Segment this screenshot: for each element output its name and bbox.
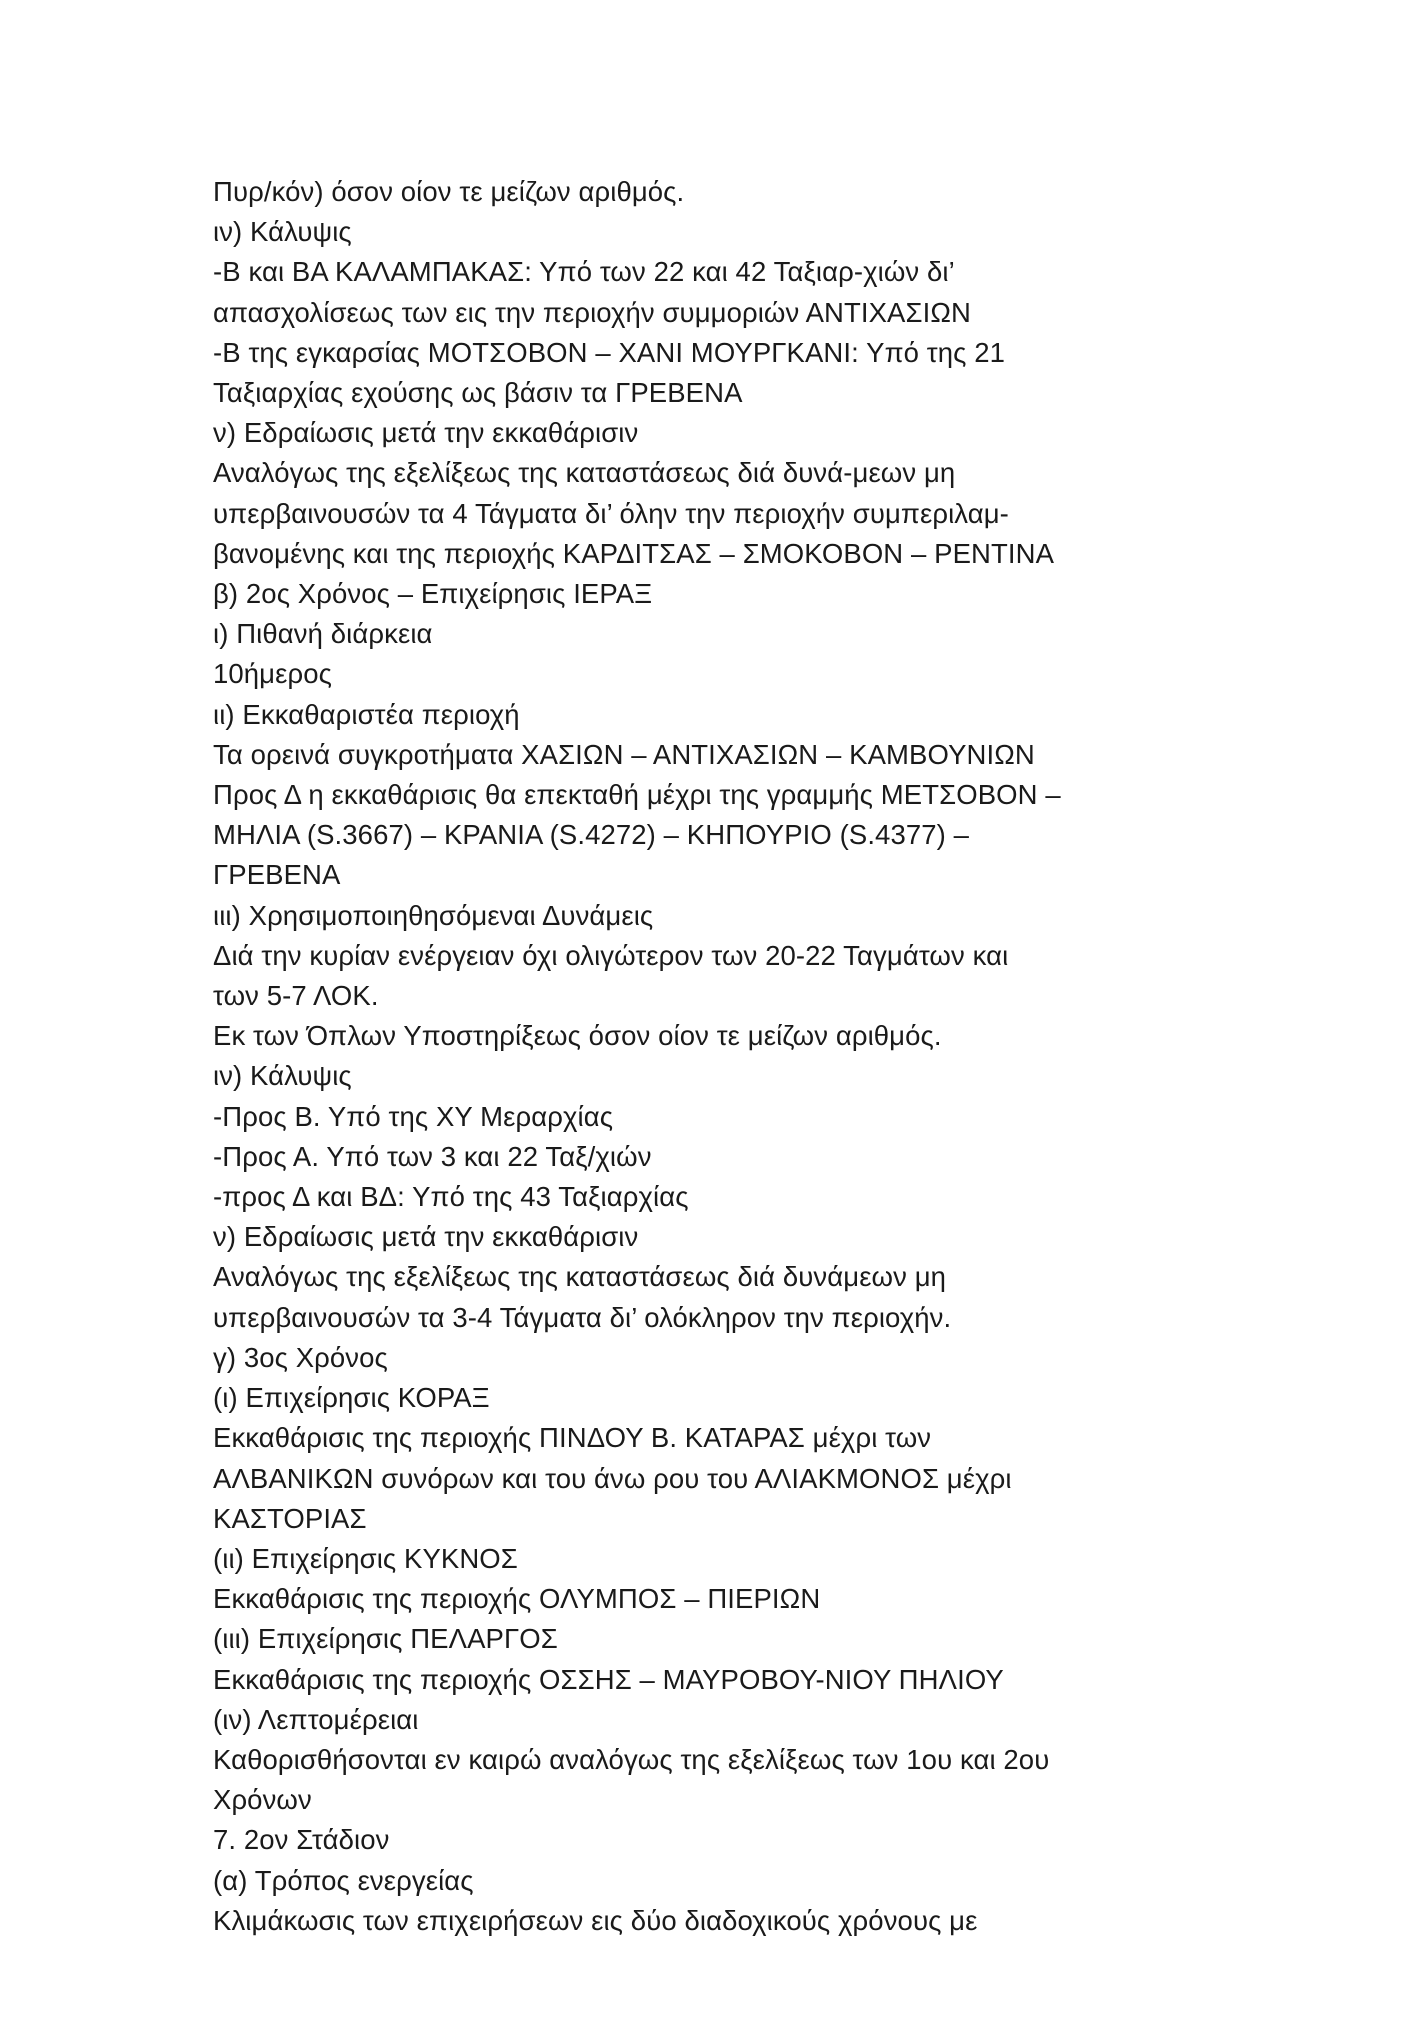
document-line: Αναλόγως της εξελίξεως της καταστάσεως διά δυνάμεων μη	[213, 1261, 947, 1293]
document-line: β) 2ος Χρόνος – Επιχείρησις ΙΕΡΑΞ	[213, 578, 653, 610]
document-line: ΚΑΣΤΟΡΙΑΣ	[213, 1502, 367, 1534]
document-line: -προς Δ και ΒΔ: Υπό της 43 Ταξιαρχίας	[213, 1181, 689, 1213]
document-line: Εκκαθάρισις της περιοχής ΟΛΥΜΠΟΣ – ΠΙΕΡΙΩΝ	[213, 1583, 821, 1615]
document-line: Τα ορεινά συγκροτήματα ΧΑΣΙΩΝ – ΑΝΤΙΧΑΣΙΩΝ – ΚΑΜΒΟΥΝΙΩΝ	[213, 738, 1035, 770]
document-line: -Β της εγκαρσίας ΜΟΤΣΟΒΟΝ – ΧΑΝΙ ΜΟΥΡΓΚΑΝΙ: Υπό της 21	[213, 336, 1006, 368]
document-line: υπερβαινουσών τα 3-4 Τάγματα δι’ ολόκληρον την περιοχήν.	[213, 1301, 952, 1333]
document-text-block	[213, 172, 1223, 1941]
document-line: απασχολίσεως των εις την περιοχήν συμμοριών ΑΝΤΙΧΑΣΙΩΝ	[213, 296, 971, 328]
document-line: Προς Δ η εκκαθάρισις θα επεκταθή μέχρι της γραμμής ΜΕΤΣΟΒΟΝ –	[213, 779, 1061, 811]
document-line: γ) 3ος Χρόνος	[213, 1341, 388, 1373]
document-line: Κλιμάκωσις των επιχειρήσεων εις δύο διαδοχικούς χρόνους με	[213, 1904, 978, 1936]
document-line: ΓΡΕΒΕΝΑ	[213, 859, 341, 891]
document-line: των 5-7 ΛΟΚ.	[213, 980, 379, 1012]
document-line: 10ήμερος	[213, 658, 332, 690]
document-line: Αναλόγως της εξελίξεως της καταστάσεως διά δυνά-μεων μη	[213, 457, 956, 489]
document-line: Διά την κυρίαν ενέργειαν όχι ολιγώτερον των 20-22 Ταγμάτων και	[213, 939, 1009, 971]
document-line: Καθορισθήσονται εν καιρώ αναλόγως της εξελίξεως των 1ου και 2ου	[213, 1743, 1050, 1775]
document-line: Εκ των Όπλων Υποστηρίξεως όσον οίον τε μείζων αριθμός.	[213, 1020, 942, 1052]
document-line: ιν) Κάλυψις	[213, 1060, 352, 1092]
document-line: ΜΗΛΙΑ (S.3667) – ΚΡΑΝΙΑ (S.4272) – ΚΗΠΟΥΡΙΟ (S.4377) –	[213, 819, 970, 851]
document-line: Πυρ/κόν) όσον οίον τε μείζων αριθμός.	[213, 176, 685, 207]
document-line: Χρόνων	[213, 1784, 312, 1816]
document-line: (ιι) Επιχείρησις ΚΥΚΝΟΣ	[213, 1542, 518, 1574]
document-line: ιι) Εκκαθαριστέα περιοχή	[213, 698, 520, 730]
document-line: (ιν) Λεπτομέρειαι	[213, 1703, 419, 1735]
document-line: ν) Εδραίωσις μετά την εκκαθάρισιν	[213, 1221, 639, 1253]
document-line: Εκκαθάρισις της περιοχής ΟΣΣΗΣ – ΜΑΥΡΟΒΟΥ-ΝΙΟΥ ΠΗΛΙΟΥ	[213, 1663, 1004, 1695]
document-line: ιν) Κάλυψις	[213, 216, 352, 248]
document-line: ιιι) Χρησιμοποιηθησόμεναι Δυνάμεις	[213, 899, 654, 931]
document-line: -Β και ΒΑ ΚΑΛΑΜΠΑΚΑΣ: Υπό των 22 και 42 Ταξιαρ-χιών δι’	[213, 256, 955, 288]
document-line: ΑΛΒΑΝΙΚΩΝ συνόρων και του άνω ρου του ΑΛΙΑΚΜΟΝΟΣ μέχρι	[213, 1462, 1012, 1494]
document-line: -Προς Β. Υπό της ΧΥ Μεραρχίας	[213, 1100, 614, 1132]
document-line: 7. 2ον Στάδιον	[213, 1824, 390, 1856]
document-line: -Προς Α. Υπό των 3 και 22 Ταξ/χιών	[213, 1140, 652, 1172]
document-line: Ταξιαρχίας εχούσης ως βάσιν τα ΓΡΕΒΕΝΑ	[213, 377, 743, 409]
document-line: (α) Τρόπος ενεργείας	[213, 1864, 474, 1896]
document-line: ν) Εδραίωσις μετά την εκκαθάρισιν	[213, 417, 639, 449]
document-line: βανομένης και της περιοχής ΚΑΡΔΙΤΣΑΣ – ΣΜΟΚΟΒΟΝ – ΡΕΝΤΙΝΑ	[213, 537, 1055, 569]
document-line: υπερβαινουσών τα 4 Τάγματα δι’ όλην την περιοχήν συμπεριλαμ-	[213, 497, 1009, 529]
document-line: Εκκαθάρισις της περιοχής ΠΙΝΔΟΥ Β. ΚΑΤΑΡΑΣ μέχρι των	[213, 1422, 932, 1454]
document-line: (ι) Επιχείρησις ΚΟΡΑΞ	[213, 1382, 490, 1414]
document-line: (ιιι) Επιχείρησις ΠΕΛΑΡΓΟΣ	[213, 1623, 558, 1655]
document-line: ι) Πιθανή διάρκεια	[213, 618, 433, 650]
